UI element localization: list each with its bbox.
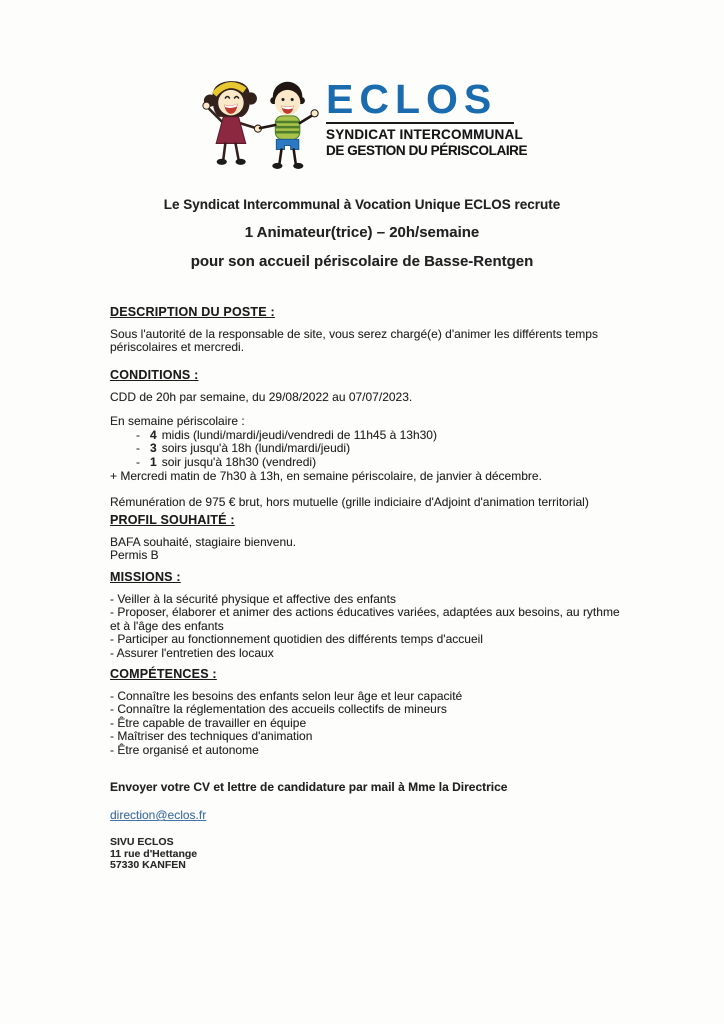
title-line-recruiter: Le Syndicat Intercommunal à Vocation Unique ECLOS recrute bbox=[163, 197, 561, 212]
mission-item: - Proposer, élaborer et animer des actions éducatives variées, adaptées aux besoins, au rythme et à l'âge des enfants bbox=[110, 605, 620, 633]
description-body: Sous l'autorité de la responsable de site, vous serez chargé(e) d'animer les différents temps périscolaires et mercredi. bbox=[110, 326, 598, 355]
description-heading: DESCRIPTION DU POSTE : bbox=[110, 305, 275, 319]
conditions-heading: CONDITIONS : bbox=[110, 368, 199, 382]
bullet-text: midis (lundi/mardi/jeudi/vendredi de 11h45 à 13h30) bbox=[161, 427, 437, 442]
logo-text-block bbox=[326, 72, 527, 159]
brand-name: ECLOS bbox=[326, 76, 498, 122]
bullet-text: soir jusqu'à 18h30 (vendredi) bbox=[161, 454, 317, 469]
address-org: SIVU ECLOS bbox=[110, 836, 174, 848]
address-street: 11 rue d'Hettange bbox=[110, 847, 198, 860]
logo-subtitle-line2: DE GESTION DU PÉRISCOLAIRE bbox=[326, 143, 528, 158]
mission-item: - Assurer l'entretien des locaux bbox=[110, 645, 274, 660]
section-missions bbox=[110, 571, 620, 661]
bullet-text: soirs jusqu'à 18h (lundi/mardi/jeudi) bbox=[161, 441, 351, 456]
competence-item: - Connaître les besoins des enfants selon leur âge et leur capacité bbox=[110, 688, 463, 703]
competence-item: - Connaître la réglementation des accueils collectifs de mineurs bbox=[110, 702, 447, 717]
bullet-dash: - bbox=[136, 427, 140, 442]
mission-item: - Participer au fonctionnement quotidien des différents temps d'accueil bbox=[110, 632, 483, 647]
postal-address bbox=[110, 837, 620, 872]
address-city: 57330 KANFEN bbox=[110, 859, 186, 871]
conditions-bullet-2 bbox=[110, 442, 620, 456]
section-conditions bbox=[110, 369, 620, 510]
conditions-wednesday: + Mercredi matin de 7h30 à 13h, en semaine périscolaire, de janvier à décembre. bbox=[110, 468, 542, 483]
footer-contact-block bbox=[110, 780, 620, 872]
section-competences bbox=[110, 668, 620, 758]
mission-item: - Veiller à la sécurité physique et affective des enfants bbox=[110, 591, 396, 606]
conditions-contract: CDD de 20h par semaine, du 29/08/2022 au 07/07/2023. bbox=[110, 389, 413, 404]
section-description bbox=[110, 306, 620, 355]
title-line-position: 1 Animateur(trice) – 20h/semaine bbox=[244, 224, 480, 241]
competences-heading: COMPÉTENCES : bbox=[110, 667, 217, 681]
section-profile bbox=[110, 514, 620, 563]
profile-line-bafa: BAFA souhaité, stagiaire bienvenu. bbox=[110, 534, 297, 549]
bullet-count: 3 bbox=[150, 441, 157, 456]
bullet-count: 1 bbox=[150, 454, 157, 469]
apply-instructions: Envoyer votre CV et lettre de candidature par mail à Mme la Directrice bbox=[110, 780, 508, 794]
bullet-dash: - bbox=[136, 441, 140, 456]
document-title-block bbox=[0, 197, 724, 270]
profile-heading: PROFIL SOUHAITÉ : bbox=[110, 513, 235, 527]
email-link[interactable]: direction@eclos.fr bbox=[110, 808, 207, 822]
conditions-salary: Rémunération de 975 € brut, hors mutuelle (grille indiciaire d'Adjoint d'animation territorial) bbox=[110, 495, 589, 510]
bullet-dash: - bbox=[136, 454, 140, 469]
eclos-logo bbox=[194, 72, 527, 172]
children-logo-icon bbox=[194, 72, 324, 172]
conditions-week-intro: En semaine périscolaire : bbox=[110, 414, 245, 429]
bullet-count: 4 bbox=[150, 427, 157, 442]
missions-heading: MISSIONS : bbox=[110, 570, 181, 584]
logo-subtitle-line1: SYNDICAT INTERCOMMUNAL bbox=[326, 127, 523, 142]
title-line-location: pour son accueil périscolaire de Basse-Rentgen bbox=[190, 253, 534, 270]
conditions-bullet-3 bbox=[110, 456, 620, 470]
competence-item: - Être capable de travailler en équipe bbox=[110, 715, 307, 730]
conditions-bullet-1 bbox=[110, 429, 620, 443]
profile-line-permis: Permis B bbox=[110, 548, 159, 563]
competence-item: - Être organisé et autonome bbox=[110, 742, 259, 757]
competence-item: - Maîtriser des techniques d'animation bbox=[110, 729, 313, 744]
logo-divider bbox=[326, 122, 514, 124]
